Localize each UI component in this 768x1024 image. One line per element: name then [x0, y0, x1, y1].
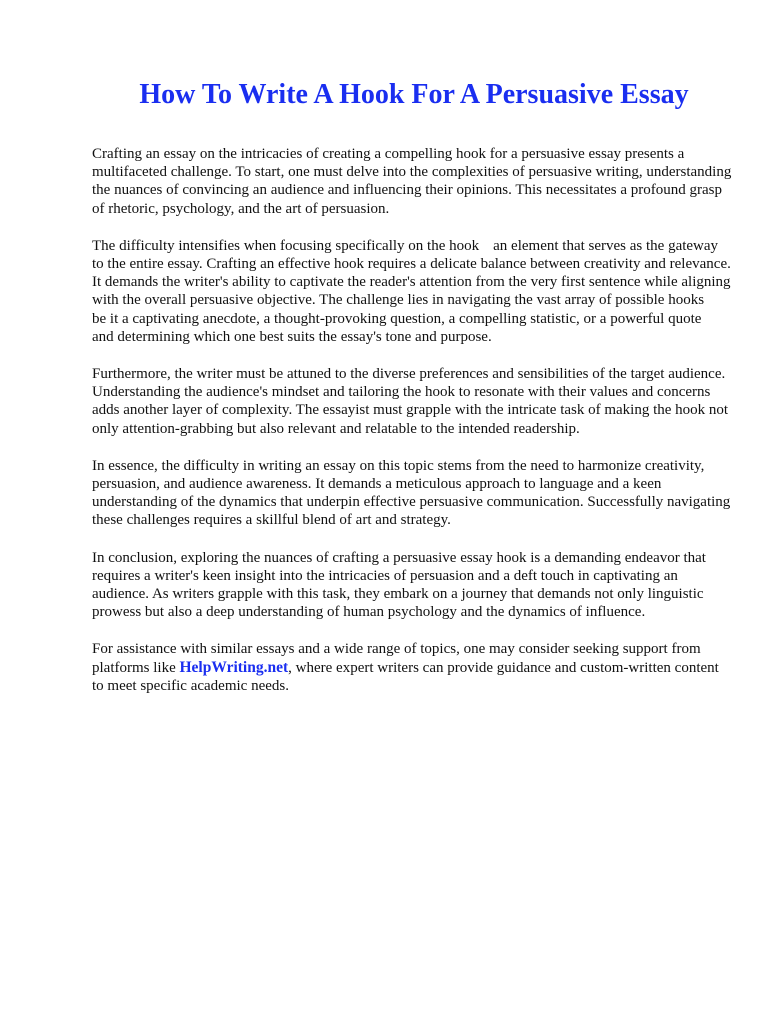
paragraph-5: In conclusion, exploring the nuances of crafting a persuasive essay hook is a demanding endeavor that requires a writer's keen insight into the intricacies of persuasion and a deft touch in captivating an audience. As writers grapple with this task, they embark on a journey that demands not only linguistic prowess but also a deep understanding of human psychology and the dynamics of influence.: [92, 549, 706, 621]
page-title: How To Write A Hook For A Persuasive Essay: [139, 79, 689, 110]
paragraph-2-part-c: be it a captivating anecdote, a thought-provoking question, a compelling statistic, or a powerful quote: [92, 310, 702, 327]
paragraph-1: Crafting an essay on the intricacies of creating a compelling hook for a persuasive essay presents a multifaceted challenge. To start, one must delve into the complexities of persuasive writing, understanding the nuances of convincing an audience and influencing their opinions. This necessitates a profound grasp of rhetoric, psychology, and the art of persuasion.: [92, 146, 732, 217]
essay-body: [92, 145, 732, 714]
paragraph-4: In essence, the difficulty in writing an essay on this topic stems from the need to harmonize creativity, persuasion, and audience awareness. It demands a meticulous approach to language and a keen understanding of the dynamics that underpin effective persuasive communication. Successfully navigating these challenges requires a skillful blend of art and strategy.: [92, 457, 731, 529]
paragraph-2-part-a: The difficulty intensifies when focusing specifically on the hook: [92, 237, 480, 254]
paragraph-2-part-d: and determining which one best suits the essay's tone and purpose.: [92, 328, 492, 345]
paragraph-6-part-b: , where expert writers can provide guidance and custom-written content to meet specific academic needs.: [92, 659, 719, 694]
paragraph-6: [92, 640, 732, 695]
paragraph-2: [92, 237, 732, 346]
paragraph-2-part-b: an element that serves as the gateway to the entire essay. Crafting an effective hook requires a delicate balance between creativity and relevance. It demands the writer's ability to captivate the reader's attention from the very first sentence while aligning with the overall persuasive objective. The challenge lies in navigating the vast array of possible hooks: [92, 237, 731, 309]
helpwriting-link[interactable]: HelpWriting.net: [179, 658, 289, 676]
paragraph-6-part-a: For assistance with similar essays and a wide range of topics, one may consider seeking support from platforms like: [92, 641, 701, 676]
paragraph-3: Furthermore, the writer must be attuned to the diverse preferences and sensibilities of the target audience. Understanding the audience's mindset and tailoring the hook to resonate with their values and concerns adds another layer of complexity. The essayist must grapple with the intricate task of making the hook not only attention-grabbing but also relevant and relatable to the intended readership.: [92, 366, 729, 437]
